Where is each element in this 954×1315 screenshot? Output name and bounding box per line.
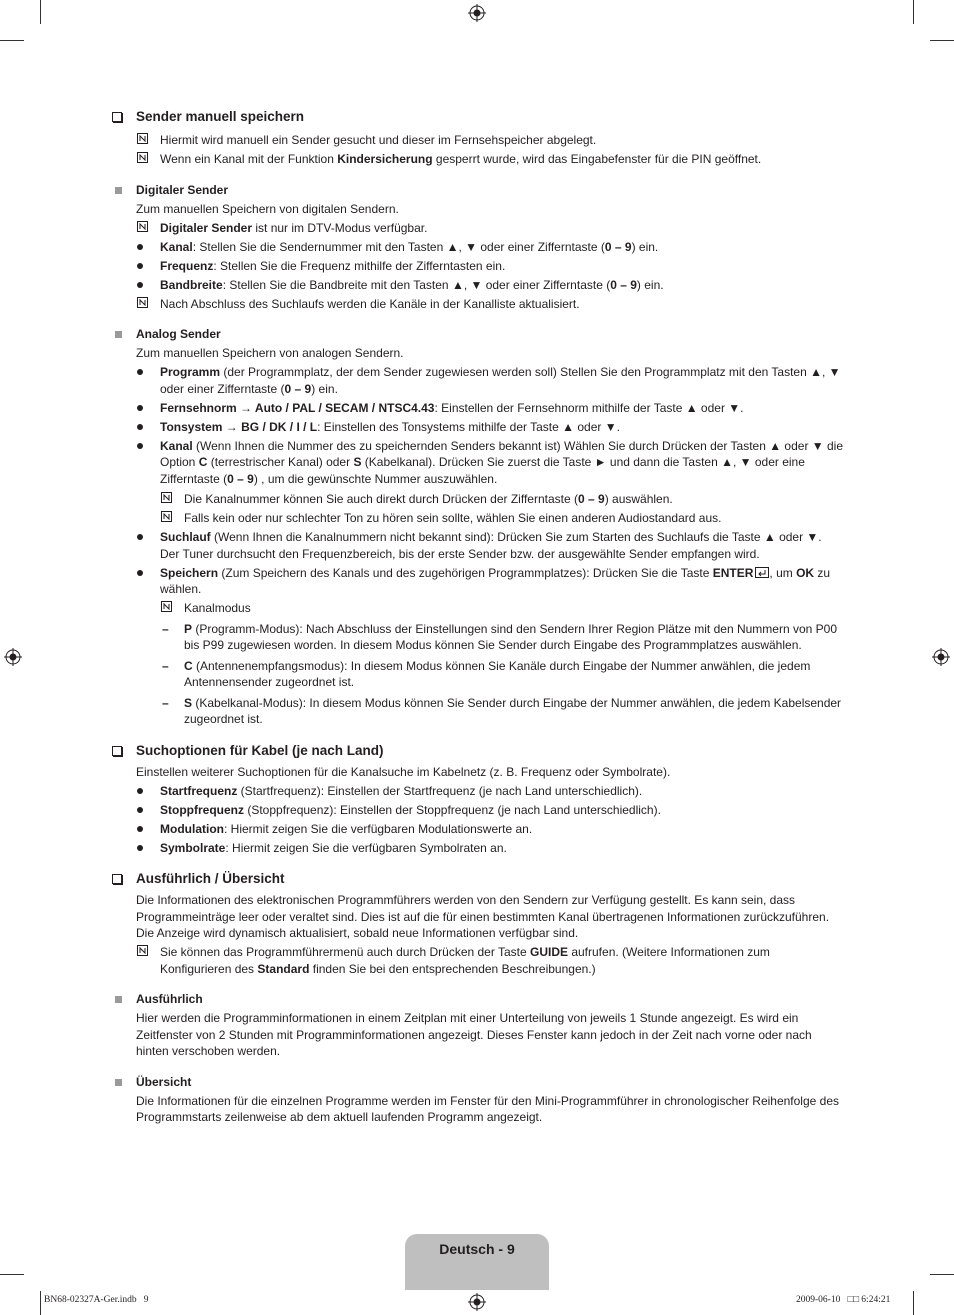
bullet-icon [137, 405, 143, 411]
registration-mark-icon [468, 1293, 486, 1311]
enter-icon [755, 567, 769, 578]
paragraph: Die Informationen des elektronischen Programmführers werden von den Sendern zur Verfügung gestellt. Es kann sein, dass Programmeinträge leer oder veraltet sind. Dies ist auf die für einen bestimmten Kanal übertragenen Informationen zurückzuführen. Die Anzeige wird dynamisch aktualisiert, sobald neue Informationen verfügbar sind. [136, 893, 830, 940]
list-item: Kanal: Stellen Sie die Sendernummer mit den Tasten ▲, ▼ oder einer Zifferntaste (0 – 9) ein. [112, 239, 844, 256]
subsection-title: Übersicht [112, 1074, 844, 1091]
square-bullet-icon [115, 996, 122, 1003]
paragraph: Einstellen weiterer Suchoptionen für die Kanalsuche im Kabelnetz (z. B. Frequenz oder Symbolrate). [136, 764, 671, 779]
note: Nach Abschluss des Suchlaufs werden die Kanäle in der Kanalliste aktualisiert. [112, 296, 844, 313]
crop-mark [913, 1291, 914, 1315]
crop-mark [930, 1274, 954, 1275]
page-number: Deutsch - 9 [439, 1241, 515, 1257]
square-bullet-icon [115, 187, 122, 194]
bullet-icon [137, 845, 143, 851]
note-icon [137, 152, 148, 163]
note-icon [161, 601, 172, 612]
bullet-icon [137, 570, 143, 576]
note: Digitaler Sender ist nur im DTV-Modus verfügbar. [112, 220, 844, 237]
note: Hiermit wird manuell ein Sender gesucht und dieser im Fernsehspeicher abgelegt. [112, 132, 844, 149]
note-icon [161, 492, 172, 503]
crop-mark [0, 40, 24, 41]
list-item: Stoppfrequenz (Stoppfrequenz): Einstellen der Stoppfrequenz (je nach Land unterschiedlich). [112, 802, 844, 819]
checkbox-icon [112, 874, 122, 884]
file-slug: BN68-02327A-Ger.indb 9 [44, 1295, 149, 1305]
bullet-icon [137, 443, 143, 449]
section-title: Ausführlich / Übersicht [112, 870, 844, 888]
note: Wenn ein Kanal mit der Funktion Kindersicherung gesperrt wurde, wird das Eingabefenster für die PIN geöffnet. [112, 151, 844, 168]
list-item: – C (Antennenempfangsmodus): In diesem Modus können Sie Kanäle durch Eingabe der Nummer anwählen, die jedem Antennensender zugeordnet ist. [162, 658, 811, 689]
bullet-icon [137, 424, 143, 430]
checkbox-icon [112, 112, 122, 122]
registration-mark-icon [932, 648, 950, 666]
bullet-icon [137, 282, 143, 288]
list-item: Kanal (Wenn Ihnen die Nummer des zu speichernden Senders bekannt ist) Wählen Sie durch Drücken der Tasten ▲ oder ▼ die Option C (terrestrischer Kanal) oder S (Kabelkanal). Drücken Sie zuerst die Taste ► und dann die Tasten ▲, ▼ oder eine Zifferntaste (0 – 9) , um die gewünschte Nummer auszuwählen. [112, 438, 844, 488]
checkbox-icon [112, 746, 122, 756]
bullet-icon [137, 369, 143, 375]
note-icon [137, 133, 148, 144]
registration-mark-icon [468, 4, 486, 22]
note-icon [137, 221, 148, 232]
page-content [112, 108, 844, 1126]
list-item: Speichern (Zum Speichern des Kanals und des zugehörigen Programmplatzes): Drücken Sie die Taste ENTER , um OK zu wählen. [112, 565, 844, 598]
subsection-title: Digitaler Sender [112, 182, 844, 199]
bullet-icon [137, 244, 143, 250]
list-item: – S (Kabelkanal-Modus): In diesem Modus können Sie Sender durch Eingabe der Nummer anwählen, die jedem Kabelsender zugeordnet ist. [162, 695, 842, 726]
paragraph: Zum manuellen Speichern von digitalen Sendern. [136, 201, 399, 216]
dash-icon: – [162, 621, 169, 636]
crop-mark [930, 40, 954, 41]
note: Kanalmodus [112, 600, 844, 617]
subsection-title: Ausführlich [112, 991, 844, 1008]
paragraph: Hier werden die Programminformationen in einem Zeitplan mit einer Unterteilung von jeweils 1 Stunde angezeigt. Es wird ein Zeitfenster von 2 Stunden mit Programminformationen angezeigt. Dieses Fenster kann jedoch in der Zeit nach vorne oder nach hinten verschoben werden. [136, 1011, 812, 1058]
bullet-icon [137, 788, 143, 794]
crop-mark [40, 1291, 41, 1315]
crop-mark [40, 0, 41, 24]
list-item: Symbolrate: Hiermit zeigen Sie die verfügbaren Symbolraten an. [112, 840, 844, 857]
paragraph: Zum manuellen Speichern von analogen Sendern. [136, 346, 404, 360]
date-slug: 2009-06-10 □□ 6:24:21 [796, 1295, 891, 1305]
subsection-title: Analog Sender [112, 326, 844, 343]
list-item: Startfrequenz (Startfrequenz): Einstellen der Startfrequenz (je nach Land unterschiedlich). [112, 783, 844, 800]
list-item: Tonsystem → BG / DK / I / L: Einstellen des Tonsystems mithilfe der Taste ▲ oder ▼. [112, 419, 844, 436]
square-bullet-icon [115, 331, 122, 338]
list-item: Suchlauf (Wenn Ihnen die Kanalnummern nicht bekannt sind): Drücken Sie zum Starten des Suchlaufs die Taste ▲ oder ▼. Der Tuner durchsucht den Frequenzbereich, bis der erste Sender bzw. der ausgewählte Sender empfangen wird. [112, 529, 844, 562]
paragraph: Die Informationen für die einzelnen Programme werden im Fenster für den Mini-Programmführer in chronologischer Reihenfolge des Programmstarts zeilenweise ab dem aktuell laufenden Programm angezeigt. [136, 1093, 840, 1124]
list-item: – P (Programm-Modus): Nach Abschluss der Einstellungen sind den Sendern Ihrer Region Plätze mit den Nummern von P00 bis P99 zugewiesen worden. In diesem Modus können Sie Sender durch Eingabe des Programmplatzes auswählen. [162, 621, 837, 652]
crop-mark [913, 0, 914, 24]
bullet-icon [137, 807, 143, 813]
section-title: Suchoptionen für Kabel (je nach Land) [112, 742, 844, 760]
note: Sie können das Programmführermenü auch durch Drücken der Taste GUIDE aufrufen. (Weitere Informationen zum Konfigurieren des Standard finden Sie bei den entsprechenden Beschreibungen.) [112, 944, 844, 977]
dash-icon: – [162, 658, 169, 673]
list-item: Programm (der Programmplatz, der dem Sender zugewiesen werden soll) Stellen Sie den Programmplatz mit den Tasten ▲, ▼ oder einer Zifferntaste (0 – 9) ein. [112, 364, 844, 397]
bullet-icon [137, 263, 143, 269]
note: Falls kein oder nur schlechter Ton zu hören sein sollte, wählen Sie einen anderen Audiostandard aus. [112, 510, 844, 527]
bullet-icon [137, 534, 143, 540]
section-title: Sender manuell speichern [112, 108, 844, 126]
square-bullet-icon [115, 1079, 122, 1086]
dash-icon: – [162, 695, 169, 710]
list-item: Fernsehnorm → Auto / PAL / SECAM / NTSC4.43: Einstellen der Fernsehnorm mithilfe der Taste ▲ oder ▼. [112, 400, 844, 417]
list-item: Frequenz: Stellen Sie die Frequenz mithilfe der Zifferntasten ein. [112, 258, 844, 275]
note: Die Kanalnummer können Sie auch direkt durch Drücken der Zifferntaste (0 – 9) auswählen. [112, 491, 844, 508]
note-icon [137, 297, 148, 308]
note-icon [161, 511, 172, 522]
registration-mark-icon [4, 648, 22, 666]
bullet-icon [137, 826, 143, 832]
crop-mark [0, 1274, 24, 1275]
list-item: Bandbreite: Stellen Sie die Bandbreite mit den Tasten ▲, ▼ oder einer Zifferntaste (0 – 9) ein. [112, 277, 844, 294]
list-item: Modulation: Hiermit zeigen Sie die verfügbaren Modulationswerte an. [112, 821, 844, 838]
note-icon [137, 945, 148, 956]
